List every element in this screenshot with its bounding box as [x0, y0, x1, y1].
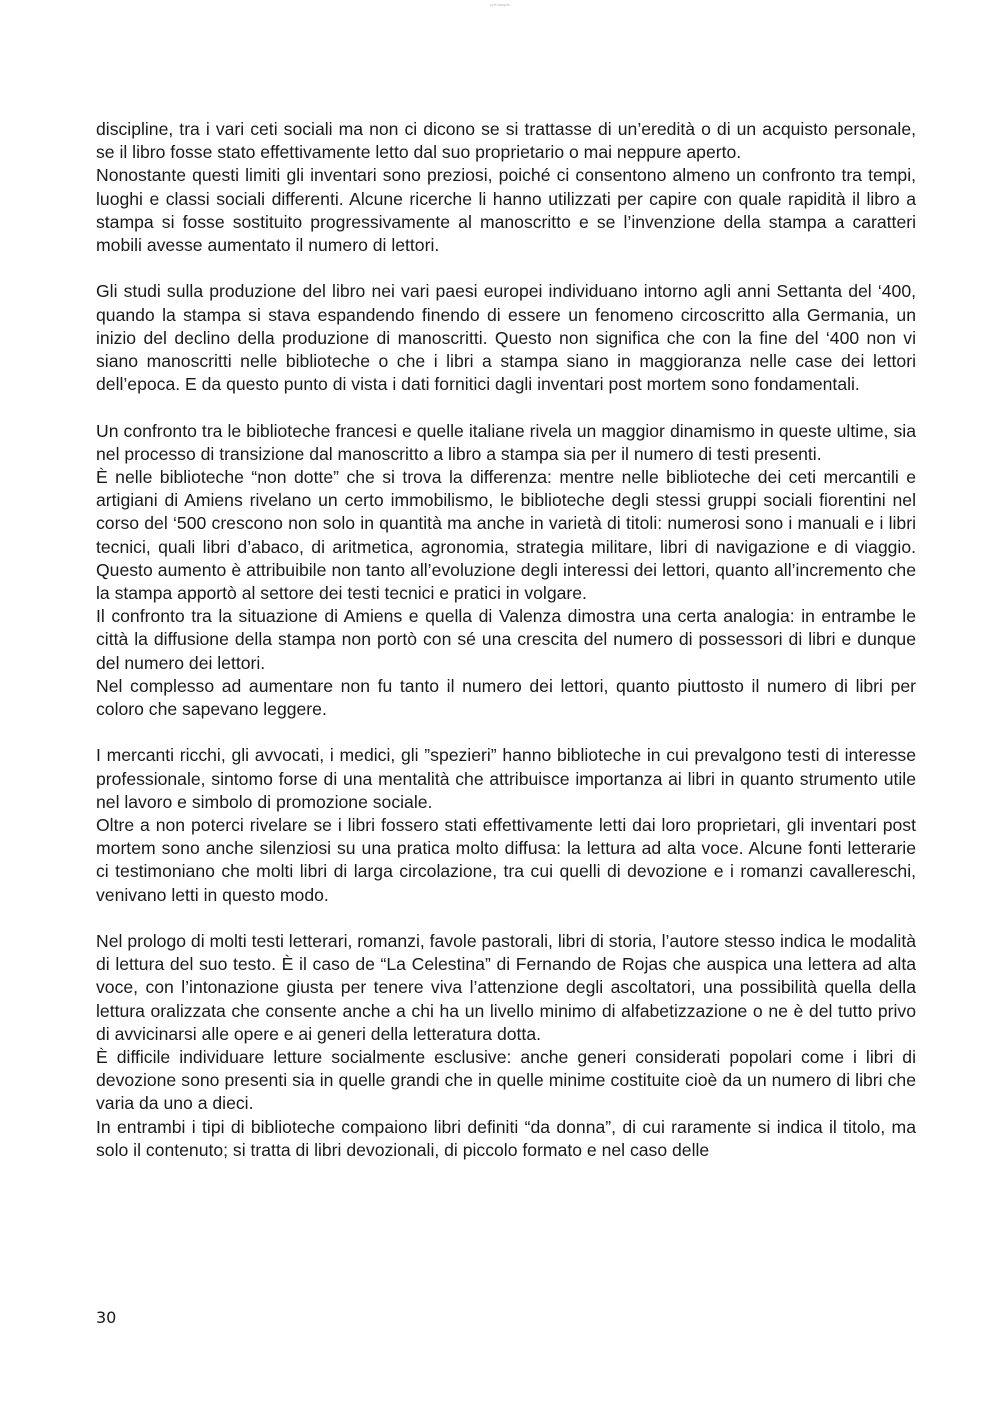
paragraph: discipline, tra i vari ceti sociali ma non ci dicono se si trattasse di un’eredità o di un acquisto personale, se il libro fosse stato effettivamente letto dal suo proprietario o mai neppure aperto. — [96, 119, 916, 163]
paragraph: Oltre a non poterci rivelare se i libri fossero stati effettivamente letti dai loro proprietari, gli inventari post mortem sono anche silenziosi su una pratica molto diffusa: la lettura ad alta voce. Alcune fonti letterarie ci testimoniano che molti libri di larga circolazione, tra cui quelli di devozione e i romanzi cavallereschi, venivano letti in questo modo. — [96, 815, 916, 905]
paragraph: Nel prologo di molti testi letterari, romanzi, favole pastorali, libri di storia, l’autore stesso indica le modalità di lettura del suo testo. È il caso de “La Celestina” di Fernando de Rojas che auspica una lettera ad alta voce, con l’intonazione giusta per tenere viva l’attenzione degli ascoltatori, una possibilità quella della lettura oralizzata che consente anche a chi ha un livello minimo di alfabetizzazione o ne è del tutto privo di avvicinarsi alle opere e ai generi della letteratura dotta. — [96, 931, 916, 1044]
paragraph: Il confronto tra la situazione di Amiens e quella di Valenza dimostra una certa analogia: in entrambe le città la diffusione della stampa non portò con sé una crescita del numero di possessori di libri e dunque del numero dei lettori. — [96, 606, 916, 673]
body-text — [96, 118, 916, 1162]
paragraph: Gli studi sulla produzione del libro nei vari paesi europei individuano intorno agli anni Settanta del ‘400, quando la stampa si stava espandendo finendo di essere un fenomeno circoscritto alla Germania, un inizio del declino della produzione di manoscritti. Questo non significa che con la fine del ‘400 non vi siano manoscritti nelle biblioteche o che i libri a stampa siano in maggioranza nelle case dei lettori dell’epoca. E da questo punto di vista i dati fornitici dagli inventari post mortem sono fondamentali. — [96, 281, 916, 395]
paragraph: I mercanti ricchi, gli avvocati, i medici, gli ”spezieri” hanno biblioteche in cui prevalgono testi di interesse professionale, sintomo forse di una mentalità che attribuisce importanza ai libri in quanto strumento utile nel lavoro e simbolo di promozione sociale. — [96, 745, 916, 812]
paragraph: È nelle biblioteche “non dotte” che si trova la differenza: mentre nelle biblioteche dei ceti mercantili e artigiani di Amiens rivelano un certo immobilismo, le biblioteche degli stessi gruppi sociali fiorentini nel corso del ‘500 crescono non solo in quantità ma anche in varietà di titoli: numerosi sono i manuali e i libri tecnici, quali libri d’abaco, di aritmetica, agronomia, strategia militare, libri di navigazione e di viaggio. Questo aumento è attribuibile non tanto all’evoluzione degli interessi dei lettori, quanto all’incremento che la stampa apportò al settore dei testi tecnici e pratici in volgare. — [96, 467, 916, 604]
paragraph: Nonostante questi limiti gli inventari sono preziosi, poiché ci consentono almeno un confronto tra tempi, luoghi e classi sociali differenti. Alcune ricerche li hanno utilizzati per capire con quale rapidità il libro a stampa si fosse sostituito progressivamente al manoscritto e se l’invenzione della stampa a caratteri mobili avesse aumentato il numero di lettori. — [96, 165, 916, 256]
page-number: 30 — [96, 1308, 117, 1327]
header-watermark: pdf sample — [490, 2, 510, 7]
paragraph: In entrambi i tipi di biblioteche compaiono libri definiti “da donna”, di cui raramente si indica il titolo, ma solo il contenuto; si tratta di libri devozionali, di piccolo formato e nel caso delle — [96, 1116, 916, 1160]
paragraph: È difficile individuare letture socialmente esclusive: anche generi considerati popolari come i libri di devozione sono presenti sia in quelle grandi che in quelle minime costituite cioè da un numero di libri che varia da uno a dieci. — [96, 1047, 916, 1114]
paragraph: Un confronto tra le biblioteche francesi e quelle italiane rivela un maggior dinamismo in queste ultime, sia nel processo di transizione dal manoscritto a libro a stampa sia per il numero di testi presenti. — [96, 420, 916, 464]
paragraph: Nel complesso ad aumentare non fu tanto il numero dei lettori, quanto piuttosto il numero di libri per coloro che sapevano leggere. — [96, 675, 916, 720]
